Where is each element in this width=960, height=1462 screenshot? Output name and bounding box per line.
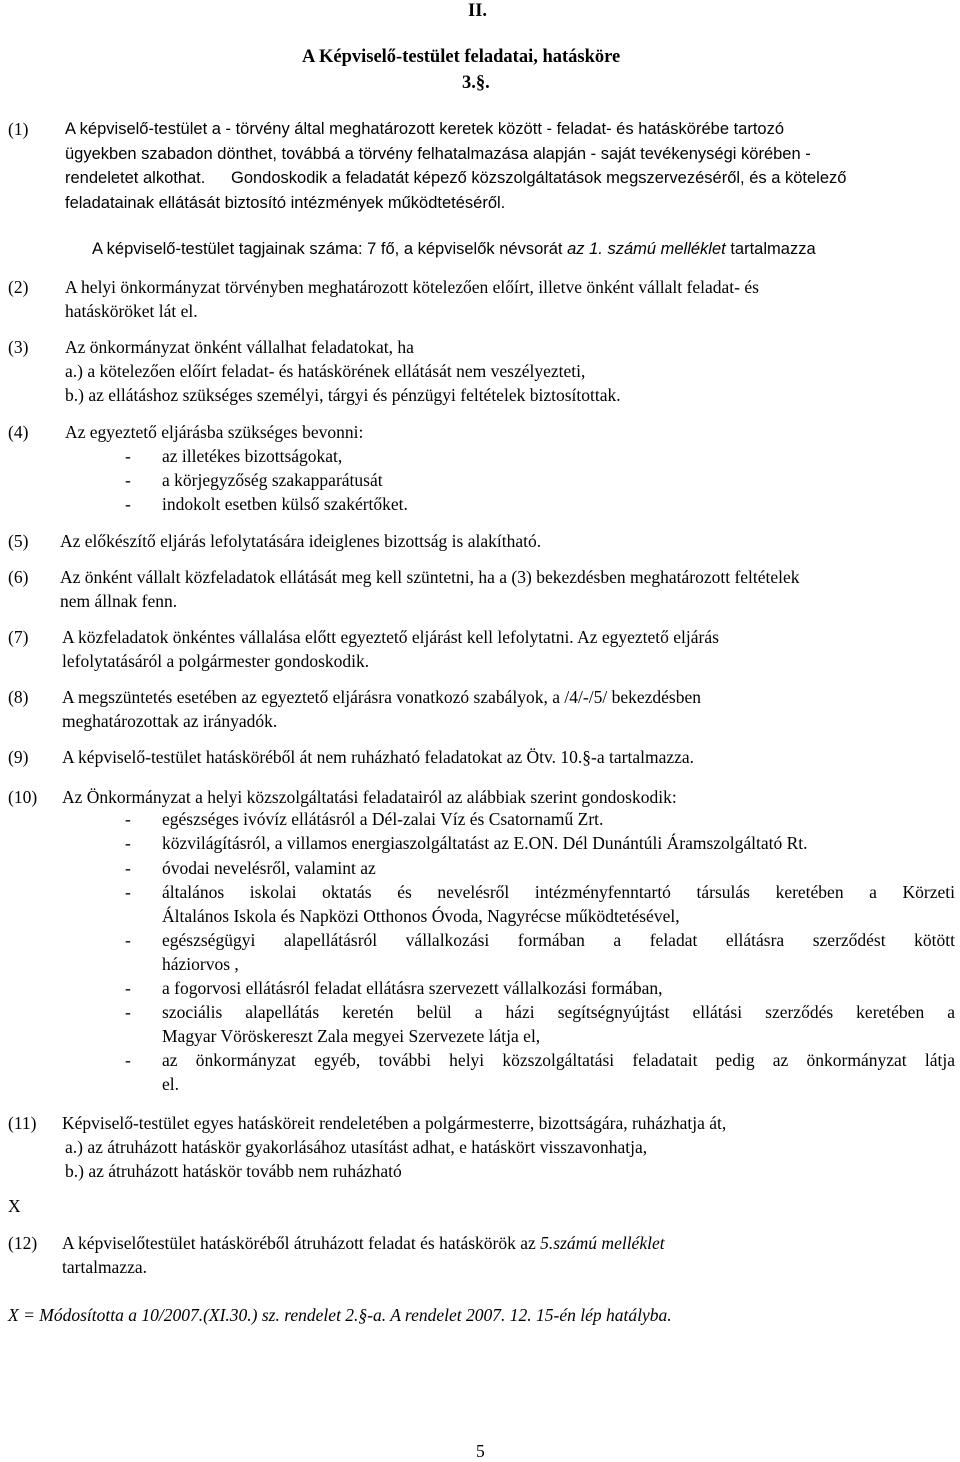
list-dash: - [125,858,131,878]
paragraph-text: A képviselő-testület hatásköréből át nem ruházható feladatokat az Ötv. 10.§-a tartalmazza. [62,747,695,767]
list-dash: - [125,809,131,829]
paragraph-text: lefolytatásáról a polgármester gondoskodik. [62,651,370,671]
members-text-part: A képviselő-testület tagjainak száma: 7 fő, a képviselők névsorát [92,240,563,258]
list-item: óvodai nevelésről, valamint az [162,858,376,878]
paragraph-text-part: A képviselőtestület hatásköréből átruházott feladat és hatáskörök az [62,1233,536,1253]
paragraph-number: (2) [8,277,29,297]
list-item: közvilágításról, a villamos energiaszolgáltatást az E.ON. Dél Dunántúli Áramszolgáltató Rt. [162,833,808,853]
paragraph-text: ügyekben szabadon dönthet, továbbá a törvény felhatalmazása alapján - saját tevékenységi körében - [65,145,811,163]
paragraph-text: Az egyeztető eljárásba szükséges bevonni: [65,422,364,442]
paragraph-text: rendeletet alkothat. [65,169,206,187]
paragraph-text: tartalmazza. [62,1257,148,1277]
list-item: egészséges ivóvíz ellátásról a Dél-zalai Víz és Csatornamű Zrt. [162,809,604,829]
list-dash: - [125,882,131,902]
list-item: a fogorvosi ellátásról feladat ellátásra szervezett vállalkozási formában, [162,978,663,998]
paragraph-number: (11) [8,1113,37,1133]
list-item-continued: háziorvos , [162,954,239,974]
sub-point: a.) az átruházott hatáskör gyakorlásához utasítást adhat, e hatáskört visszavonhatja, [65,1137,648,1157]
footnote: X = Módosította a 10/2007.(XI.30.) sz. rendelet 2.§-a. A rendelet 2007. 12. 15-én lép hatályba. [8,1305,672,1325]
paragraph-text: meghatározottak az irányadók. [62,711,278,731]
paragraph-text: Az önként vállalt közfeladatok ellátását meg kell szüntetni, ha a (3) bekezdésben meghatározott feltételek [60,567,800,587]
list-dash: - [125,833,131,853]
paragraph-text: feladatainak ellátását biztosító intézmények működtetéséről. [65,194,506,212]
chapter-number: II. [468,1,488,21]
list-item: indokolt esetben külső szakértőket. [162,494,408,514]
annex-reference: 5.számú melléklet [540,1233,665,1253]
members-text [92,238,816,260]
list-dash: - [125,446,131,466]
paragraph-number: (12) [8,1233,38,1253]
section-title: A Képviselő-testület feladatai, hatásköre [302,47,621,67]
list-item: általános iskolai oktatás és nevelésről intézményfenntartó társulás keretében a Körzeti [162,882,955,902]
list-dash: - [125,470,131,490]
paragraph-text: hatásköröket lát el. [65,301,198,321]
paragraph-text: Az Önkormányzat a helyi közszolgáltatási feladatairól az alábbiak szerint gondoskodik: [62,787,677,807]
paragraph-number: (1) [8,119,29,139]
paragraph-number: (9) [8,747,29,767]
paragraph-text: A megszüntetés esetében az egyeztető eljárásra vonatkozó szabályok, a /4/-/5/ bekezdésben [62,687,701,707]
paragraph-text: A helyi önkormányzat törvényben meghatározott kötelezően előírt, illetve önként vállalt feladat- és [65,277,759,297]
list-dash: - [125,1002,131,1022]
sub-point: a.) a kötelezően előírt feladat- és hatáskörének ellátását nem veszélyezteti, [65,361,586,381]
list-dash: - [125,1050,131,1070]
paragraph-number: (4) [8,422,29,442]
paragraph-number: (5) [8,531,29,551]
paragraph-text: nem állnak fenn. [60,591,178,611]
sub-point: b.) az ellátáshoz szükséges személyi, tárgyi és pénzügyi feltételek biztosítottak. [65,385,621,405]
annex-reference: az 1. számú melléklet [567,240,726,258]
paragraph-number: (6) [8,567,29,587]
members-text-part: tartalmazza [730,240,816,258]
paragraph-text: Az előkészítő eljárás lefolytatására ideiglenes bizottság is alakítható. [60,531,542,551]
paragraph-text: Képviselő-testület egyes hatásköreit rendeletében a polgármesterre, bizottságára, ruházhatja át, [62,1113,727,1133]
list-item: egészségügyi alapellátásról vállalkozási formában a feladat ellátásra szerződést kötött [162,930,955,950]
list-item: az önkormányzat egyéb, további helyi közszolgáltatási feladatait pedig az önkormányzat látja [162,1050,955,1070]
list-item: a körjegyzőség szakapparátusát [162,470,383,490]
page-number: 5 [476,1441,485,1461]
list-dash: - [125,978,131,998]
paragraph-number: (10) [8,787,38,807]
list-dash: - [125,930,131,950]
sub-point: b.) az átruházott hatáskör tovább nem ruházható [65,1161,402,1181]
list-item: szociális alapellátás keretén belül a házi segítségnyújtást ellátási szerződés keretében a [162,1002,955,1022]
paragraph-text: Gondoskodik a feladatát képező közszolgáltatások megszervezéséről, és a kötelező [231,169,847,187]
paragraph-text: A képviselő-testület a - törvény által meghatározott keretek között - feladat- és hatáskörébe tartozó [65,120,785,138]
paragraph-text [62,1232,665,1254]
amendment-marker: X [8,1196,21,1216]
list-dash: - [125,494,131,514]
paragraph-number: (8) [8,687,29,707]
paragraph-text: Az önkormányzat önként vállalhat feladatokat, ha [65,337,414,357]
paragraph-number: (3) [8,337,29,357]
list-item-continued: el. [162,1074,180,1094]
section-number: 3.§. [462,73,490,93]
paragraph-text: A közfeladatok önkéntes vállalása előtt egyeztető eljárást kell lefolytatni. Az egyeztető eljárás [62,627,719,647]
list-item-continued: Általános Iskola és Napközi Otthonos Óvoda, Nagyrécse működtetésével, [162,906,680,926]
list-item-continued: Magyar Vöröskereszt Zala megyei Szervezete látja el, [162,1026,541,1046]
list-item: az illetékes bizottságokat, [162,446,343,466]
paragraph-number: (7) [8,627,29,647]
